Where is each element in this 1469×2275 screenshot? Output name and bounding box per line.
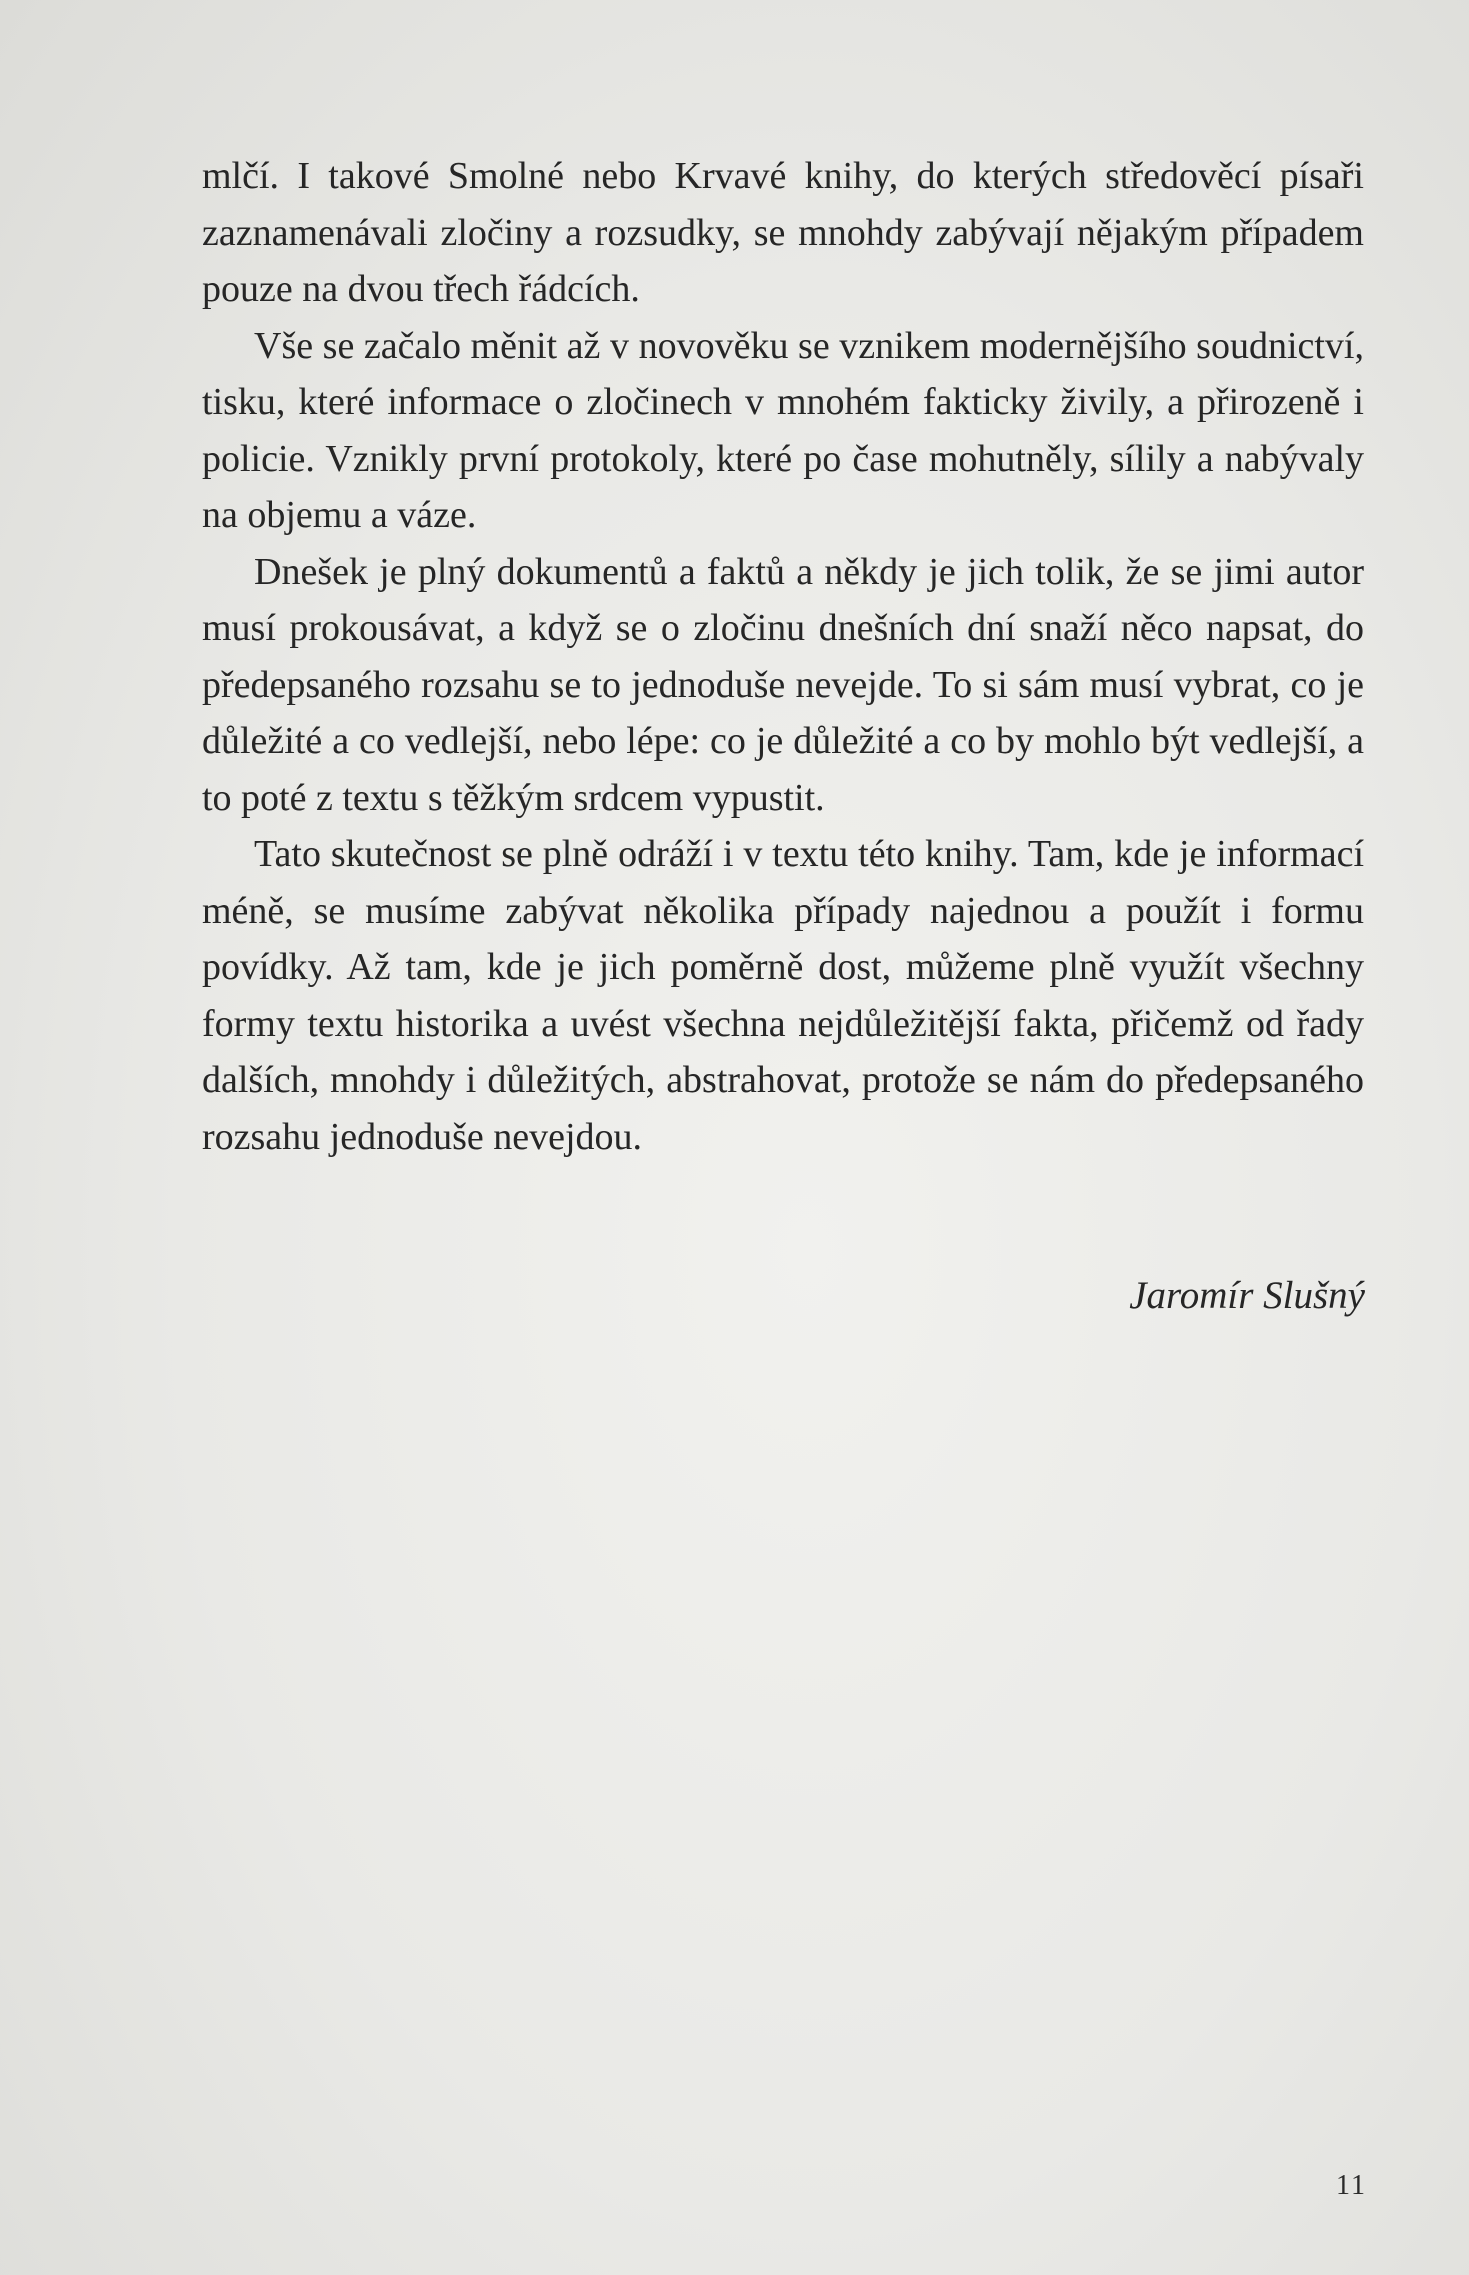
body-text: [202, 148, 1364, 1165]
paragraph-2: Vše se začalo měnit až v novověku se vznikem modernějšího soudnictví, tisku, které informace o zločinech v mnohém fakticky živily, a přirozeně i policie. Vznikly první protokoly, které po čase mohutněly, sílily a nabývaly na objemu a váze.: [202, 324, 1364, 536]
paragraph-4: Tato skutečnost se plně odráží i v textu této knihy. Tam, kde je informací méně, se musíme zabývat několika případy najednou a použít i formu povídky. Až tam, kde je jich poměrně dost, můžeme plně využít všechny formy textu historika a uvést všechna nejdůležitější fakta, přičemž od řady dalších, mnohdy i důležitých, abstrahovat, protože se nám do předepsaného rozsahu jednoduše nevejdou.: [202, 833, 1364, 1158]
paragraph-3: Dnešek je plný dokumentů a faktů a někdy je jich tolik, že se jimi autor musí prokousávat, a když se o zločinu dnešních dní snaží něco napsat, do předepsaného rozsahu se to jednoduše nevejde. To si sám musí vybrat, co je důležité a co vedlejší, nebo lépe: co je důležité a co by mohlo být vedlejší, a to poté z textu s těžkým srdcem vypustit.: [202, 550, 1364, 819]
author-signature: Jaromír Slušný: [1129, 1274, 1365, 1317]
paragraph-1: mlčí. I takové Smolné nebo Krvavé knihy, do kterých středověcí písaři zaznamenávali zločiny a rozsudky, se mnohdy zabývají nějakým případem pouze na dvou třech řádcích.: [202, 155, 1364, 310]
page-number: 11: [1336, 2170, 1367, 2201]
